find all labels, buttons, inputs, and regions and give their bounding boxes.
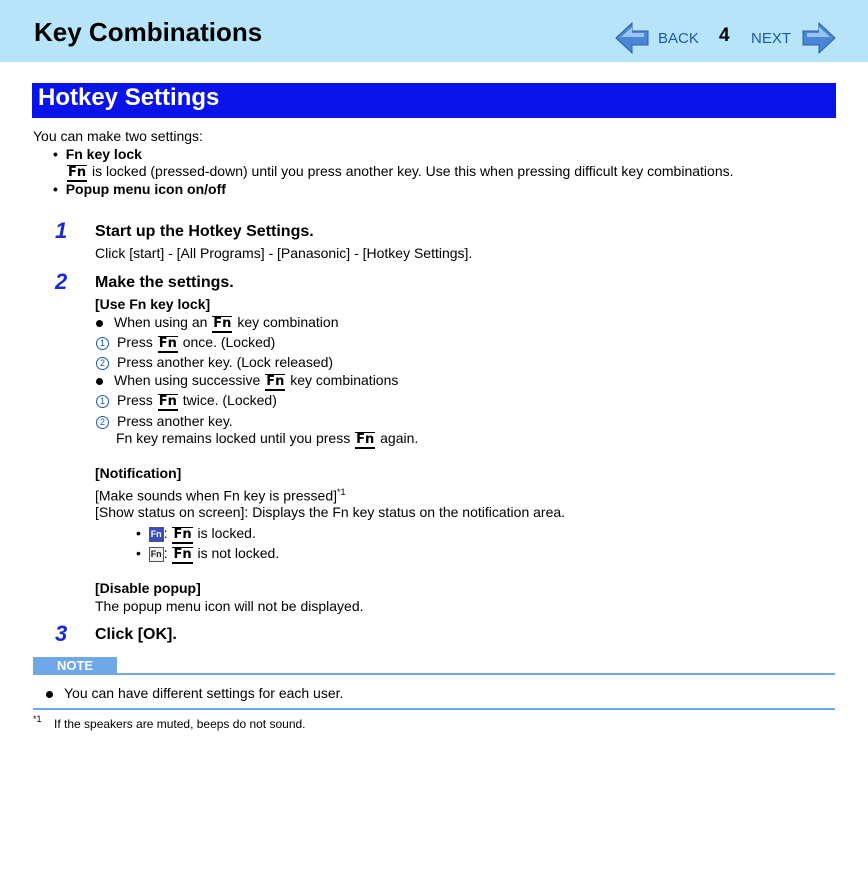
arrow-right-icon bbox=[799, 21, 837, 55]
circled-number-icon: 2 bbox=[96, 416, 109, 429]
subheading: [Notification] bbox=[95, 465, 182, 481]
step-title: Start up the Hotkey Settings. bbox=[95, 223, 314, 240]
fn-key: Fn bbox=[173, 527, 192, 542]
circled-number-icon: 1 bbox=[96, 337, 109, 350]
fn-key: Fn bbox=[158, 394, 177, 409]
bullet-icon bbox=[96, 378, 103, 385]
list-item: • Fn : Fn is not locked. bbox=[136, 545, 280, 562]
footnote-mark: *1 bbox=[33, 714, 42, 724]
list-item: • Fn key lock bbox=[53, 146, 142, 162]
back-button[interactable] bbox=[614, 20, 699, 56]
section-title: Hotkey Settings bbox=[38, 84, 220, 111]
continuation-text: Fn key remains locked until you press Fn again. bbox=[116, 430, 419, 447]
list-item: • Popup menu icon on/off bbox=[53, 181, 226, 197]
bullet-item: When using an Fn key combination bbox=[96, 314, 339, 333]
setting-label: Fn key lock bbox=[65, 146, 142, 162]
bullet-item: When using successive Fn key combinations bbox=[96, 372, 398, 391]
note-divider-top bbox=[33, 673, 835, 675]
setting-description: Fn is locked (pressed-down) until you press another key. Use this when pressing difficult key combinations. bbox=[68, 163, 734, 180]
fn-unlocked-tray-icon: Fn bbox=[149, 547, 164, 562]
note-tab: NOTE bbox=[33, 657, 117, 674]
fn-key: Fn bbox=[158, 336, 177, 351]
list-item: • Fn : Fn is locked. bbox=[136, 525, 256, 542]
subheading: [Use Fn key lock] bbox=[95, 296, 211, 312]
next-label: NEXT bbox=[751, 29, 792, 47]
section-band bbox=[32, 83, 836, 118]
page-number: 4 bbox=[719, 25, 730, 46]
step-title: Click [OK]. bbox=[95, 626, 177, 643]
numbered-item: 2 Press another key. bbox=[96, 413, 233, 429]
fn-key: Fn bbox=[213, 316, 232, 331]
step-text: Click [start] - [All Programs] - [Panasonic] - [Hotkey Settings]. bbox=[95, 245, 473, 261]
bullet-icon bbox=[96, 320, 103, 327]
notification-option: [Show status on screen]: Displays the Fn key status on the notification area. bbox=[95, 504, 566, 520]
popup-text: The popup menu icon will not be displayed. bbox=[95, 598, 364, 614]
step-number: 1 bbox=[55, 218, 68, 243]
step-title: Make the settings. bbox=[95, 274, 234, 291]
step-number: 3 bbox=[55, 621, 68, 646]
notification-option: [Make sounds when Fn key is pressed]$^{*1}$ bbox=[95, 487, 346, 504]
fn-key: Fn bbox=[68, 165, 87, 180]
step-number: 2 bbox=[55, 269, 68, 294]
fn-locked-tray-icon: Fn bbox=[149, 527, 164, 542]
bullet-icon bbox=[46, 691, 53, 698]
page-header bbox=[0, 0, 868, 62]
setting-label: Popup menu icon on/off bbox=[65, 181, 226, 197]
note-item: You can have different settings for each user. bbox=[46, 685, 343, 701]
back-label: BACK bbox=[658, 29, 699, 47]
subheading: [Disable popup] bbox=[95, 580, 201, 596]
page-title: Key Combinations bbox=[34, 17, 263, 47]
intro-text: You can make two settings: bbox=[33, 128, 203, 144]
numbered-item: 2 Press another key. (Lock released) bbox=[96, 354, 333, 370]
fn-key: Fn bbox=[173, 547, 192, 562]
fn-key: Fn bbox=[356, 432, 375, 447]
note-divider-bottom bbox=[33, 708, 835, 710]
circled-number-icon: 2 bbox=[96, 357, 109, 370]
numbered-item: 1 Press Fn twice. (Locked) bbox=[96, 392, 277, 411]
footnote-ref: *1 bbox=[337, 487, 346, 497]
footnote-text: If the speakers are muted, beeps do not sound. bbox=[54, 717, 306, 731]
circled-number-icon: 1 bbox=[96, 395, 109, 408]
fn-key: Fn bbox=[266, 374, 285, 389]
arrow-left-icon bbox=[614, 21, 652, 55]
numbered-item: 1 Press Fn once. (Locked) bbox=[96, 334, 275, 353]
next-button[interactable] bbox=[750, 20, 837, 56]
